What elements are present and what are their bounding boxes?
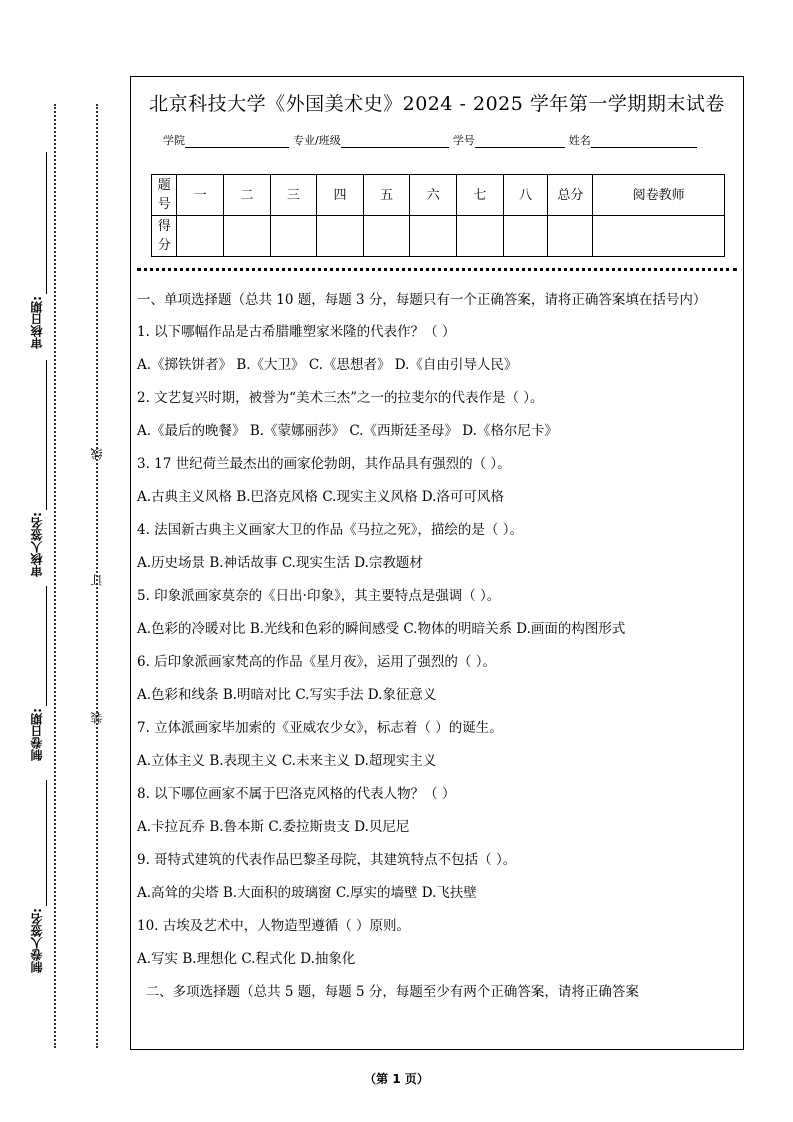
options-5: A.色彩的冷暖对比 B.光线和色彩的瞬间感受 C.物体的明暗关系 D.画面的构图形式 (137, 621, 626, 637)
bind-word-ding: 订 (90, 574, 104, 586)
major-label: 专业/班级 (293, 134, 341, 147)
compiler-signature-line (46, 780, 47, 906)
score-cell-4[interactable] (317, 216, 364, 257)
score-table (151, 174, 725, 257)
options-10: A.写实 B.理想化 C.程式化 D.抽象化 (137, 951, 356, 967)
college-field[interactable] (185, 135, 289, 148)
col-5: 五 (363, 175, 410, 216)
left-dotted-rule (54, 104, 56, 1048)
col-total: 总分 (548, 175, 593, 216)
student-info-row (163, 132, 701, 148)
options-7: A.立体主义 B.表现主义 C.未来主义 D.超现实主义 (137, 753, 437, 769)
options-8: A.卡拉瓦乔 B.鲁本斯 C.委拉斯贵支 D.贝尼尼 (137, 819, 410, 835)
compiler-signature-label: 制卷人签名: (30, 908, 44, 973)
score-cell-3[interactable] (270, 216, 317, 257)
college-label: 学院 (163, 134, 185, 147)
score-cell-7[interactable] (457, 216, 504, 257)
reviewer-signature-label: 审核人签名: (30, 512, 44, 577)
col-8: 八 (503, 175, 548, 216)
question-5: 5. 印象派画家莫奈的《日出·印象》，其主要特点是强调（ ）。 (137, 588, 501, 604)
section-header-multi-choice: 二、多项选择题（总共 5 题，每题 5 分，每题至少有两个正确答案，请将正确答案 (137, 984, 639, 1000)
page-number: （第 1 页） (364, 1072, 429, 1086)
question-8: 8. 以下哪位画家不属于巴洛克风格的代表人物？（ ） (137, 786, 456, 802)
review-date-label: 审核日期: (30, 296, 44, 349)
reviewer-signature-line (46, 360, 47, 510)
compile-date-line (46, 586, 47, 706)
name-label: 姓名 (568, 134, 591, 147)
bind-word-xian: 线 (90, 448, 104, 460)
options-1: A.《掷铁饼者》 B.《大卫》 C.《思想者》 D.《自由引导人民》 (137, 357, 518, 373)
compile-date-label: 制卷日期: (30, 708, 44, 761)
bind-word-zhuang: 装 (90, 712, 104, 724)
score-cell-grader[interactable] (593, 216, 725, 257)
score-cell-1[interactable] (177, 216, 224, 257)
score-cell-2[interactable] (224, 216, 271, 257)
student-id-label: 学号 (452, 134, 475, 147)
col-1: 一 (177, 175, 224, 216)
question-number-header: 题号 (152, 175, 177, 216)
question-1: 1. 以下哪幅作品是古希腊雕塑家米隆的代表作？（ ） (137, 324, 456, 340)
score-table-header-row (152, 175, 725, 216)
score-cell-6[interactable] (410, 216, 457, 257)
student-id-field[interactable] (475, 135, 565, 148)
options-9: A.高耸的尖塔 B.大面积的玻璃窗 C.厚实的墙壁 D.飞扶壁 (137, 885, 477, 901)
question-2: 2. 文艺复兴时期，被誉为“美术三杰”之一的拉斐尔的代表作是（ ）。 (137, 390, 544, 406)
question-4: 4. 法国新古典主义画家大卫的作品《马拉之死》，描绘的是（ ）。 (137, 522, 523, 538)
score-cell-5[interactable] (363, 216, 410, 257)
review-date-line (46, 152, 47, 294)
name-field[interactable] (591, 135, 697, 148)
question-7: 7. 立体派画家毕加索的《亚威农少女》，标志着（ ）的诞生。 (137, 720, 503, 736)
question-10: 10. 古埃及艺术中，人物造型遵循（ ）原则。 (137, 918, 411, 934)
section-header-single-choice: 一、单项选择题（总共 10 题，每题 3 分，每题只有一个正确答案，请将正确答案填在括号内） (137, 292, 707, 308)
options-4: A.历史场景 B.神话故事 C.现实生活 D.宗教题材 (137, 555, 423, 571)
col-grader: 阅卷教师 (593, 175, 725, 216)
col-4: 四 (317, 175, 364, 216)
options-2: A.《最后的晚餐》 B.《蒙娜丽莎》 C.《西斯廷圣母》 D.《格尔尼卡》 (137, 423, 558, 439)
score-table-score-row (152, 216, 725, 257)
options-3: A.古典主义风格 B.巴洛克风格 C.现实主义风格 D.洛可可风格 (137, 489, 504, 505)
col-3: 三 (270, 175, 317, 216)
major-field[interactable] (341, 135, 449, 148)
col-6: 六 (410, 175, 457, 216)
score-cell-total[interactable] (548, 216, 593, 257)
exam-title: 北京科技大学《外国美术史》2024 - 2025 学年第一学期期末试卷 (149, 93, 725, 115)
options-6: A.色彩和线条 B.明暗对比 C.写实手法 D.象征意义 (137, 687, 437, 703)
question-9: 9. 哥特式建筑的代表作品巴黎圣母院，其建筑特点不包括（ ）。 (137, 852, 517, 868)
col-7: 七 (457, 175, 504, 216)
exam-content (137, 289, 741, 1013)
exam-frame (130, 76, 744, 1050)
question-6: 6. 后印象派画家梵高的作品《星月夜》，运用了强烈的（ ）。 (137, 654, 496, 670)
dotted-separator (137, 268, 737, 271)
score-cell-8[interactable] (503, 216, 548, 257)
question-3: 3. 17 世纪荷兰最杰出的画家伦勃朗，其作品具有强烈的（ ）。 (137, 456, 511, 472)
col-2: 二 (224, 175, 271, 216)
score-header: 得分 (152, 216, 177, 257)
